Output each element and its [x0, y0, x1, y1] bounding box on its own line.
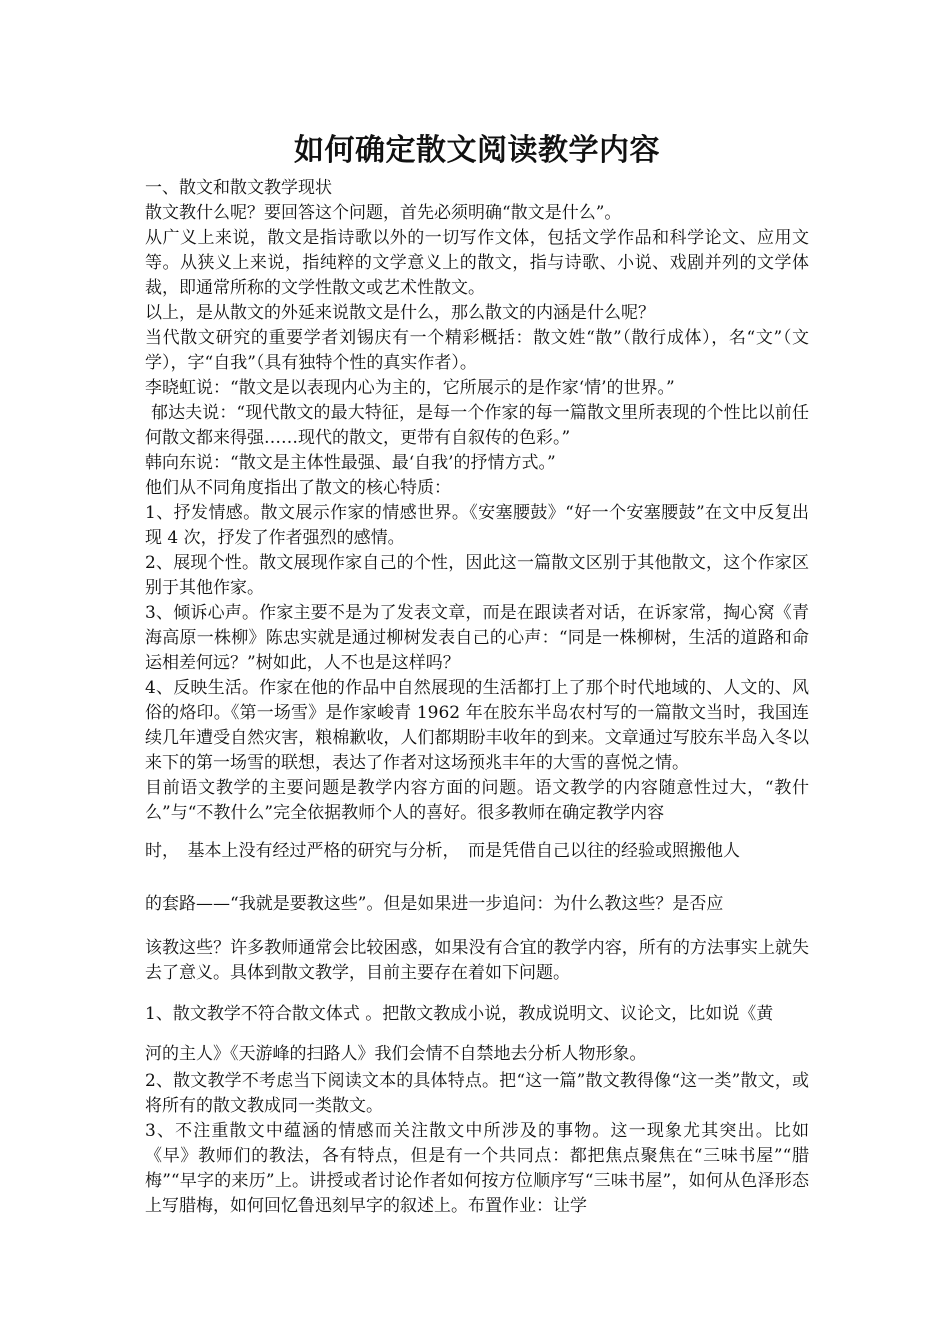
list-item: 4、反映生活。作家在他的作品中自然展现的生活都打上了那个时代地域的、人文的、风俗的烙印。《第一场雪》是作家峻青 1962 年在胶东半岛农村写的一篇散文当时，我国连续几年遭受自然灾害，粮棉歉收，人们都期盼丰收年的到来。文章通过写胶东半岛入冬以来下的第一场雪的联想，表达了作者对这场预兆丰年的大雪的喜悦之情。	[145, 678, 809, 773]
document-page	[145, 130, 809, 1219]
list-item: 1、抒发情感。散文展示作家的情感世界。《安塞腰鼓》“好一个安塞腰鼓”在文中反复出现 4 次，抒发了作者强烈的感情。	[145, 503, 809, 548]
paragraph: 他们从不同角度指出了散文的核心特质：	[145, 478, 451, 498]
paragraph-line: 的套路——“我就是要教这些”。但是如果进一步追问：为什么教这些？是否应	[145, 894, 724, 914]
paragraph: 当代散文研究的重要学者刘锡庆有一个精彩概括：散文姓“散”（散行成体），名“文”（文学），字“自我”（具有独特个性的真实作者）。	[145, 328, 809, 373]
list-item: 3、倾诉心声。作家主要不是为了发表文章，而是在跟读者对话，在诉家常，掏心窝《青海高原一株柳》陈忠实就是通过柳树发表自己的心声：“同是一株柳树，生活的道路和命运相差何远？”树如此，人不也是这样吗？	[145, 603, 809, 673]
list-item: 2、展现个性。散文展现作家自己的个性，因此这一篇散文区别于其他散文，这个作家区别于其他作家。	[145, 553, 809, 598]
list-item-continuation: 河的主人》《天游峰的扫路人》我们会情不自禁地去分析人物形象。	[145, 1044, 647, 1064]
paragraph: 李晓虹说：“散文是以表现内心为主的，它所展示的是作家‘情’的世界。”	[145, 378, 675, 398]
list-item: 2、散文教学不考虑当下阅读文本的具体特点。把“这一篇”散文教得像“这一类”散文，或将所有的散文教成同一类散文。	[145, 1071, 809, 1116]
paragraph: 散文教什么呢？要回答这个问题，首先必须明确“散文是什么”。	[145, 203, 622, 223]
paragraph: 从广义上来说，散文是指诗歌以外的一切写作文体，包括文学作品和科学论文、应用文等。从狭义上来说，指纯粹的文学意义上的散文，指与诗歌、小说、戏剧并列的文学体裁，即通常所称的文学性散文或艺术性散文。	[145, 228, 809, 298]
paragraph: 韩向东说：“散文是主体性最强、最‘自我’的抒情方式。”	[145, 453, 556, 473]
paragraph: 目前语文教学的主要问题是教学内容方面的问题。语文教学的内容随意性过大，“教什么”与“不教什么”完全依据教师个人的喜好。很多教师在确定教学内容	[145, 778, 809, 823]
paragraph-line: 时， 基本上没有经过严格的研究与分析， 而是凭借自己以往的经验或照搬他人	[145, 841, 740, 861]
paragraph: 以上，是从散文的外延来说散文是什么，那么散文的内涵是什么呢？	[145, 303, 655, 323]
section-heading: 一、散文和散文教学现状	[145, 178, 332, 198]
paragraph: 该教这些？许多教师通常会比较困惑，如果没有合宜的教学内容，所有的方法事实上就失去了意义。具体到散文教学，目前主要存在着如下问题。	[145, 938, 809, 983]
list-item: 1、散文教学不符合散文体式 。把散文教成小说，教成说明文、议论文，比如说《黄	[145, 1004, 774, 1024]
document-title: 如何确定散文阅读教学内容	[294, 133, 660, 168]
list-item: 3、不注重散文中蕴涵的情感而关注散文中所涉及的事物。这一现象尤其突出。比如《早》教师们的教法，各有特点，但是有一个共同点：都把焦点聚焦在“三味书屋”“腊梅”“早字的来历”上。讲授或者讨论作者如何按方位顺序写“三味书屋”，如何从色泽形态上写腊梅，如何回忆鲁迅刻早字的叙述上。布置作业：让学	[145, 1121, 809, 1216]
paragraph: 郁达夫说：“现代散文的最大特征，是每一个作家的每一篇散文里所表现的个性比以前任何散文都来得强……现代的散文，更带有自叙传的色彩。”	[145, 403, 809, 448]
